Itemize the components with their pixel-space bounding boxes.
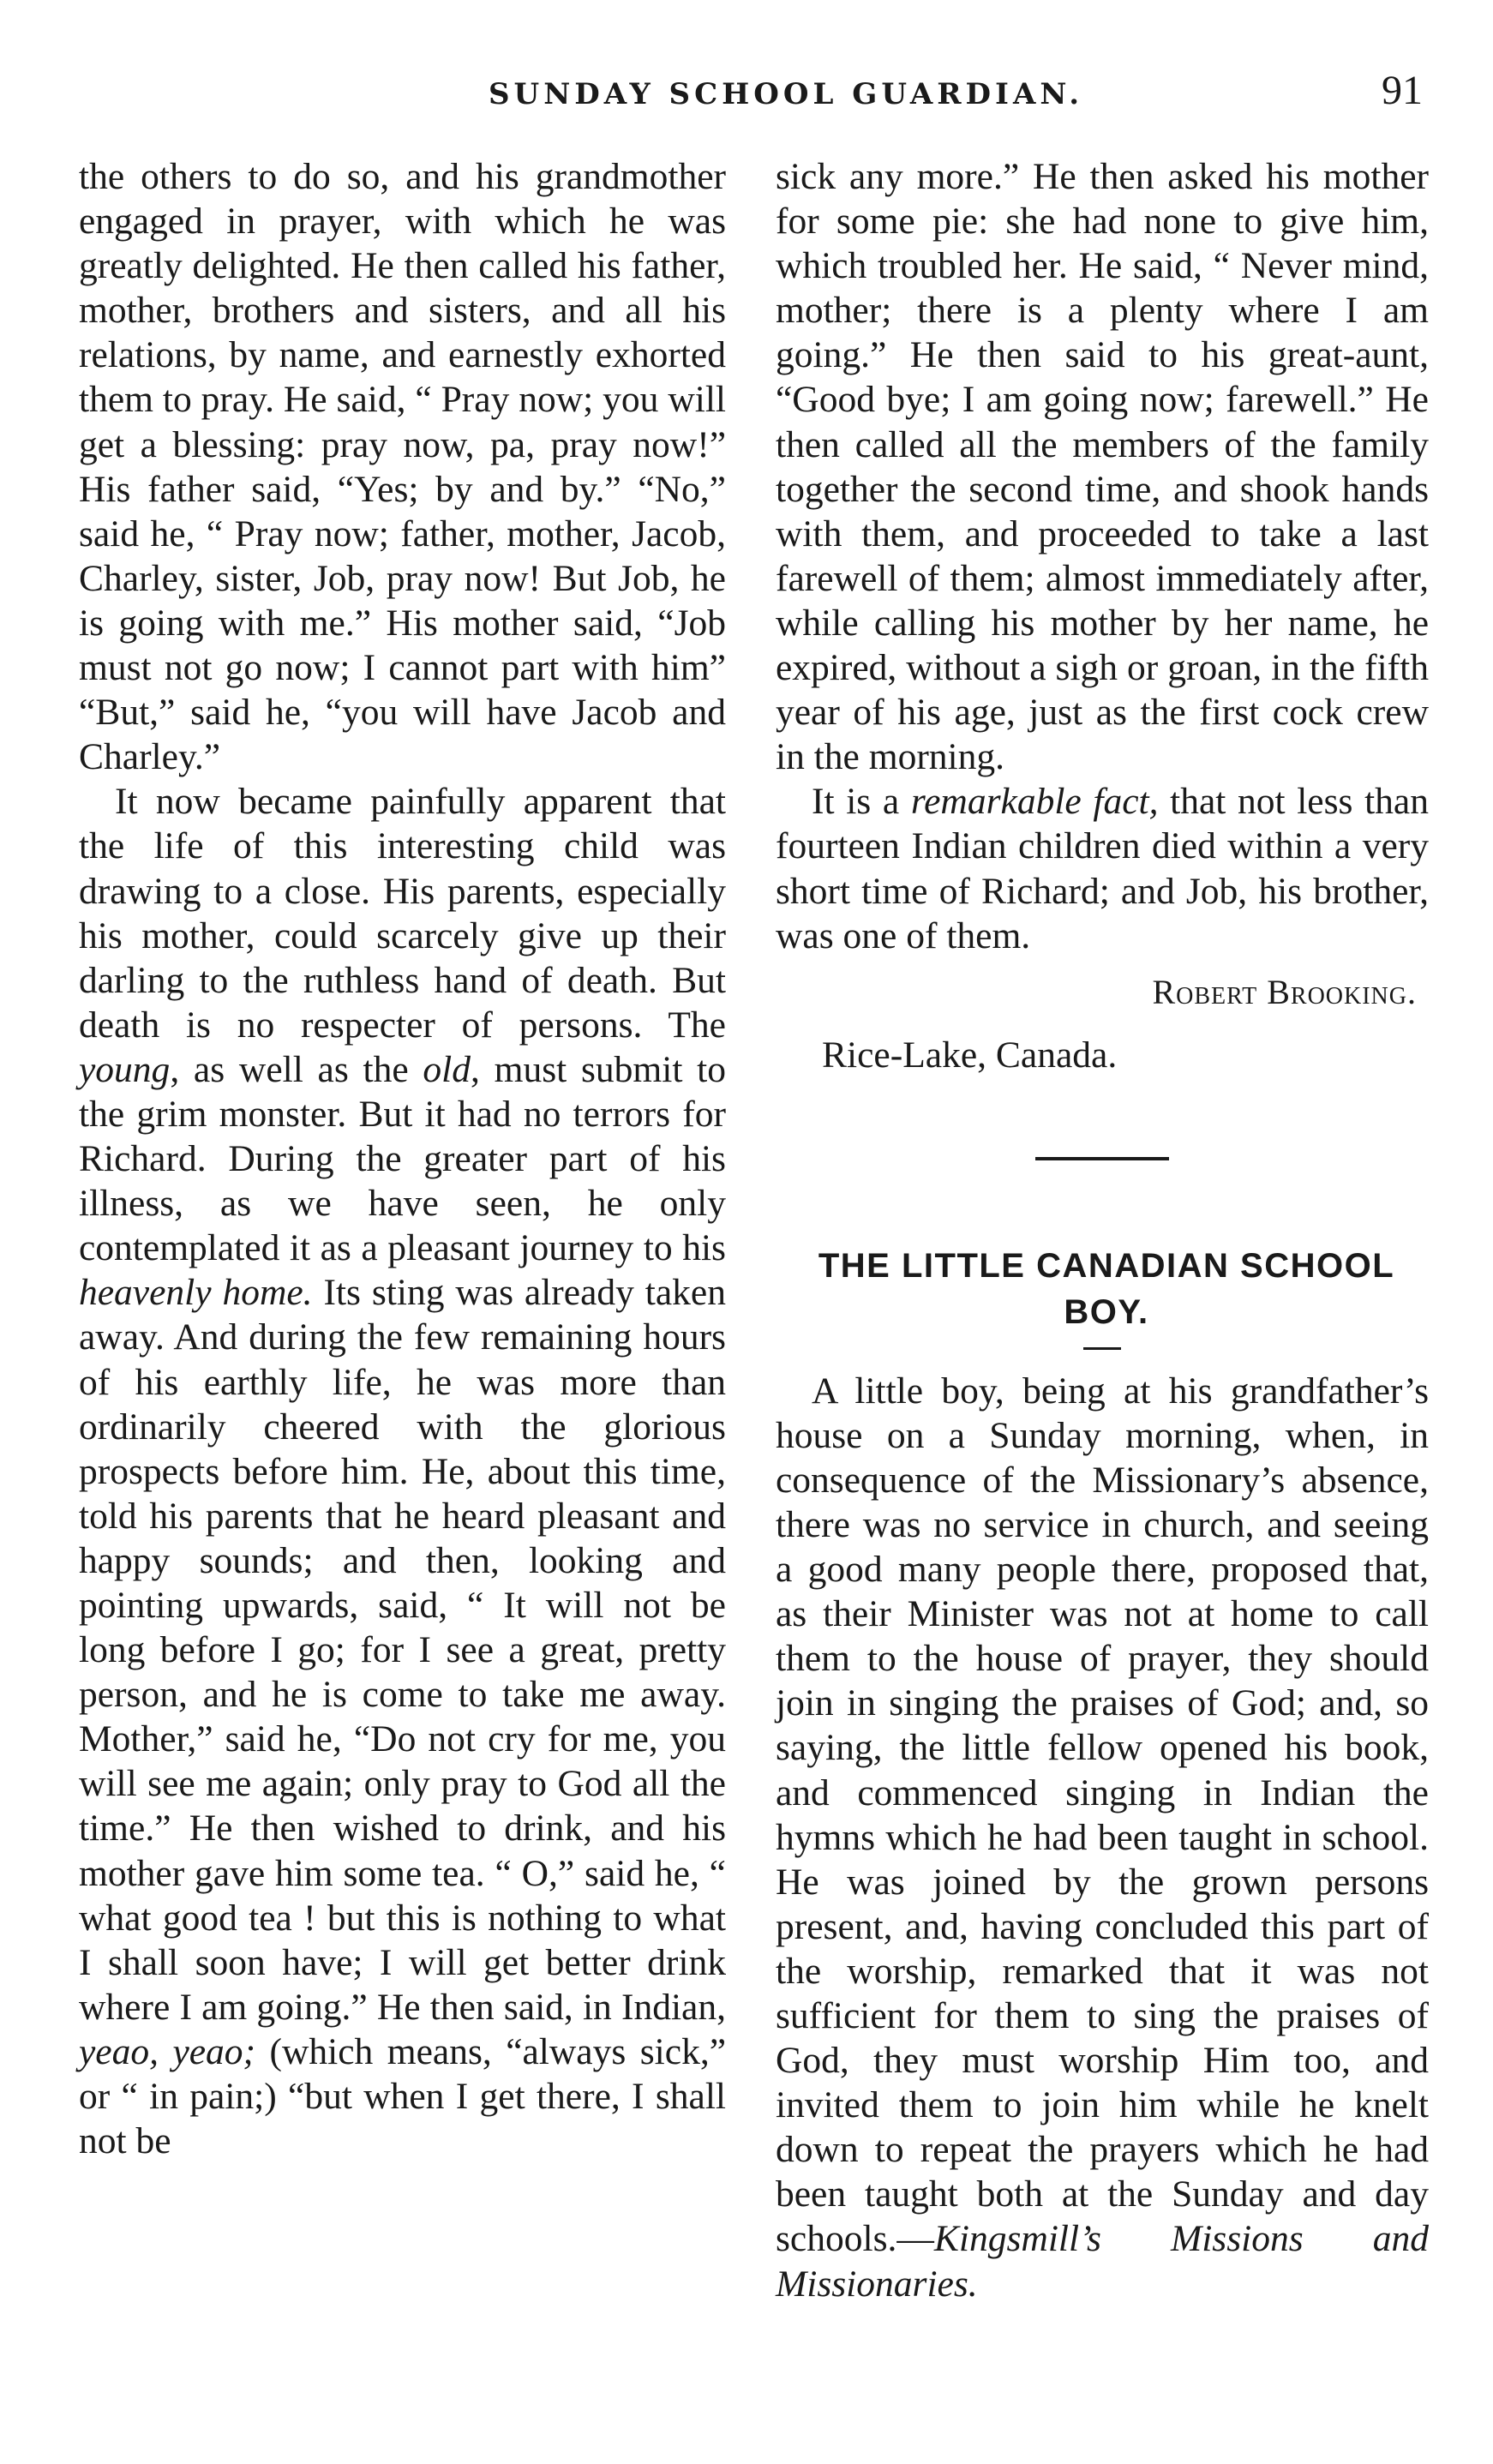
text-span: that not less than fourteen Indian children died within a very short time of Richard; and Job, his brother, was one of them. <box>776 781 1429 956</box>
text-span: It is a <box>812 781 911 823</box>
paragraph-farewell: sick any more.” He then asked his mother for some pie: she had none to give him, which troubled her. He said, “ Never mind, mother; there is a plenty where I am going.” He then said to his great-aunt, “Good bye; I am going now; farewell.” He then called all the members of the family together the second time, and shook hands with them, and proceeded to take a last farewell of them; almost immediately after, while calling his mother by her name, he expired, without a sigh or groan, in the fifth year of his age, just as the first cock crew in the morning. <box>776 156 1429 778</box>
title-underline <box>1083 1347 1121 1350</box>
text-span: , as well as the <box>170 1048 423 1090</box>
italic-heavenly-home: heavenly home. <box>79 1272 313 1314</box>
italic-young: young <box>79 1048 171 1090</box>
section-divider <box>1035 1157 1169 1160</box>
italic-citation: Kingsmill’s Missions and Missionaries. <box>776 2218 1429 2305</box>
paragraph-prayer: the others to do so, and his grandmother engaged in prayer, with which he was greatly delighted. He then called his father, mother, brothers and sisters, and all his relations, by name, and earnestly exhorted them to pray. He said, “ Pray now; you will get a blessing: pray now, pa, pray now!” His father said, “Yes; by and by.” “No,” said he, “ Pray now; father, mother, Jacob, Charley, sister, Job, pray now! But Job, he is going with me.” His mother said, “Job must not go now; I cannot part with him” “But,” said he, “you will have Jacob and Charley.” <box>79 156 726 778</box>
page-number: 91 <box>1382 68 1423 113</box>
author-signature: Robert Brooking. <box>1152 972 1417 1011</box>
paragraph-school-boy <box>776 1369 1429 2306</box>
paragraph-death <box>79 779 726 2163</box>
paragraph-remarkable-fact <box>776 779 1429 957</box>
italic-yeao: yeao, yeao; <box>79 2030 256 2072</box>
section-title: THE LITTLE CANADIAN SCHOOL BOY. <box>818 1246 1395 1331</box>
place-line: Rice-Lake, Canada. <box>822 1034 1118 1076</box>
text-span: It now became painfully apparent that the life of this interesting child was drawing to a close. His parents, especially his mother, could scarcely give up their darling to the ruthless hand of death. But death is no respecter of persons. The <box>79 781 726 1046</box>
italic-remarkable-fact: remarkable fact, <box>910 781 1159 823</box>
running-head <box>0 67 1493 118</box>
running-title: SUNDAY SCHOOL GUARDIAN. <box>489 77 1084 111</box>
text-span: Its sting was already taken away. And during the few remaining hours of his earthly life, he was more than ordinarily cheered with the glorious prospects before him. He, about this time, told his parents that he heard pleasant and happy sounds; and then, looking and pointing upwards, said, “ It will not be long before I go; for I see a great, pretty person, and he is come to take me away. Mother,” said he, “Do not cry for me, you will see me again; only pray to God all the time.” He then wished to drink, and his mother gave him some tea. “ O,” said he, “ what good tea ! but this is nothing to what I shall soon have; I will get better drink where I am going.” He then said, in Indian, <box>79 1272 726 2028</box>
right-column <box>776 154 1429 2306</box>
text-span: (which means, “always sick,” or “ in pain;) “but when I get there, I shall not be <box>79 2030 726 2162</box>
left-column <box>79 154 726 2163</box>
text-span: A little boy, being at his grandfather’s house on a Sunday morning, when, in consequence of the Missionary’s absence, there was no service in church, and seeing a good many people there, proposed that, as their Minister was not at home to call them to the house of prayer, they should join in singing the praises of God; and, so saying, the little fellow opened his book, and commenced singing in Indian the hymns which he had been taught in school. He was joined by the grown persons present, and, having concluded this part of the worship, remarked that it was not sufficient for them to sing the praises of God, they must worship Him too, and invited them to join him while he knelt down to repeat the prayers which he had been taught both at the Sunday and day schools.— <box>776 1370 1429 2260</box>
italic-old: old <box>423 1048 471 1090</box>
text-span: , must submit to the grim monster. But it had no terrors for Richard. During the greater part of his illness, as we have seen, he only contemplated it as a pleasant journey to his <box>79 1048 726 1269</box>
